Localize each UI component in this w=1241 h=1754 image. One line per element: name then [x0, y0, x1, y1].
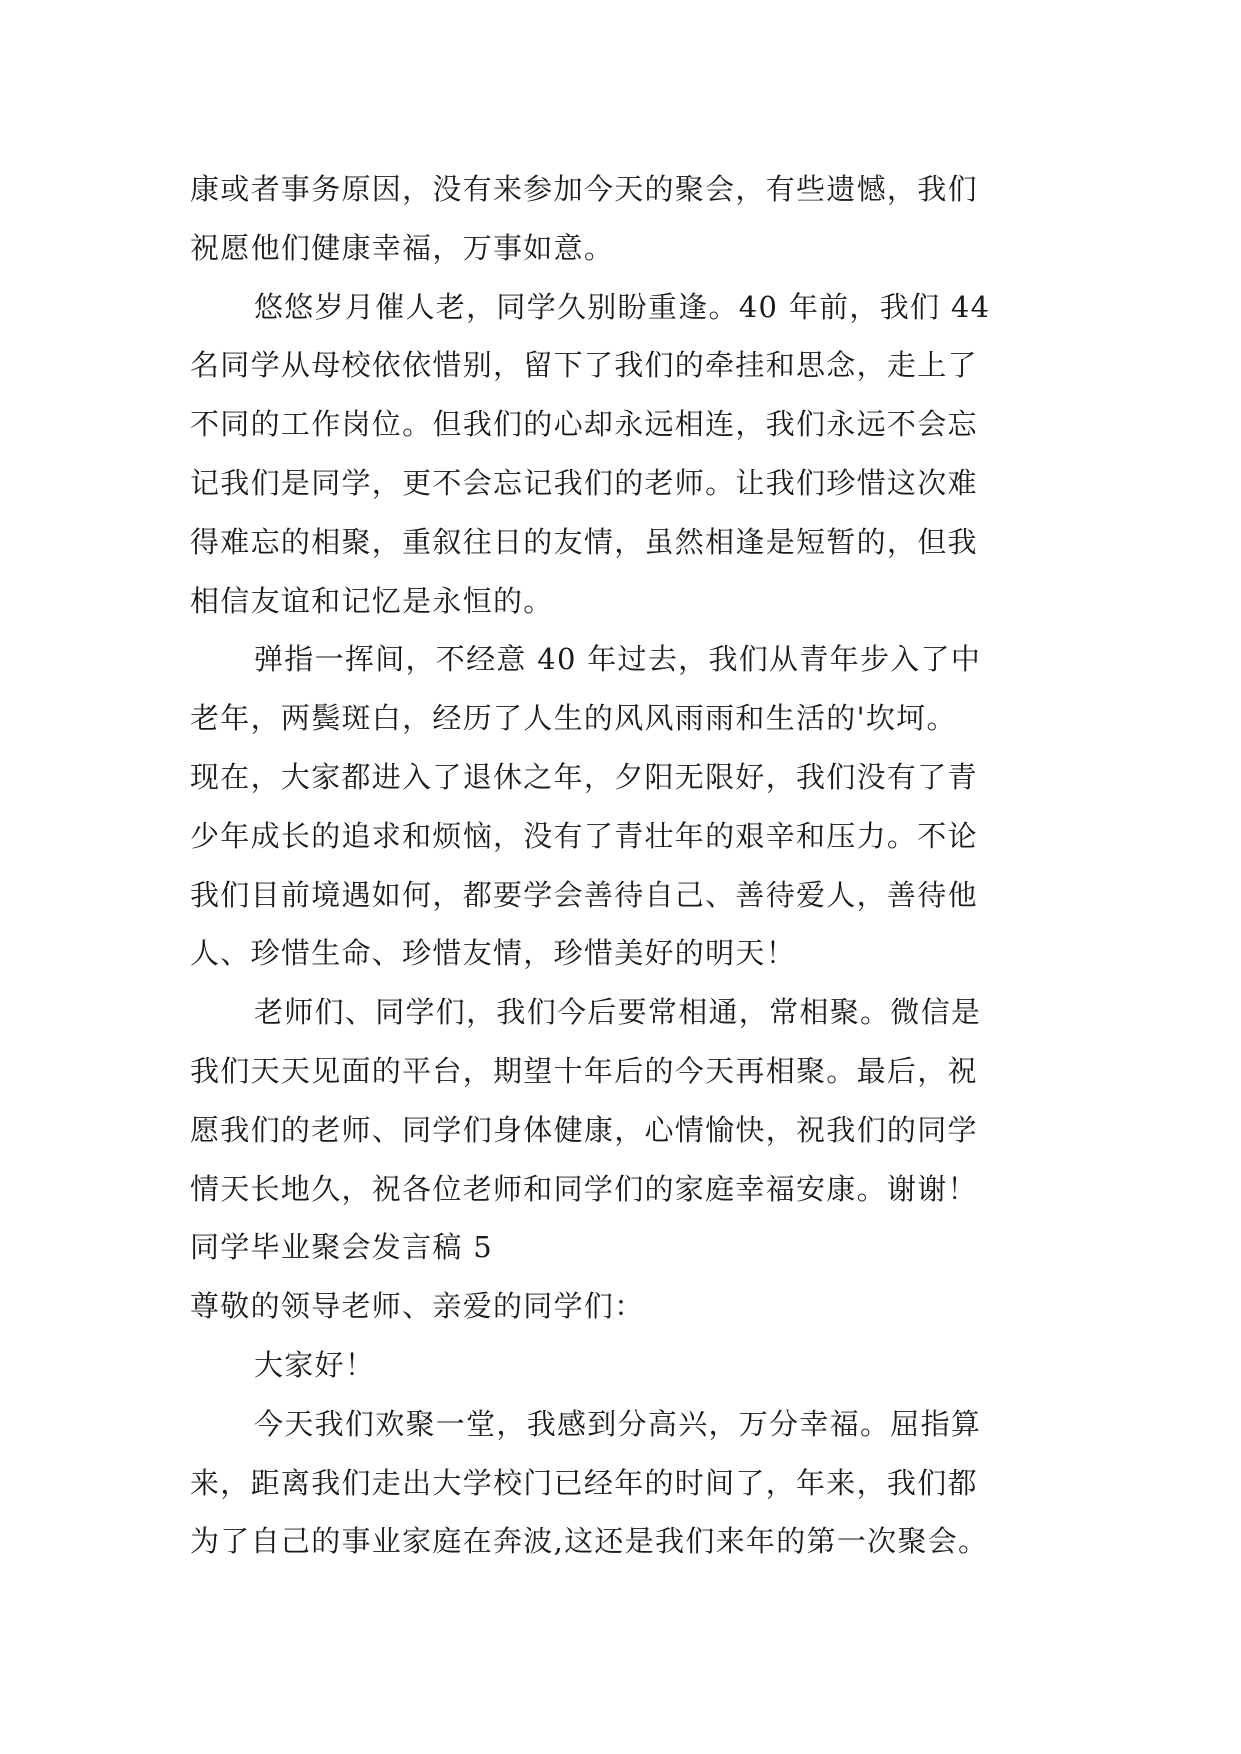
section-heading: 同学毕业聚会发言稿 5 — [190, 1230, 493, 1265]
paragraph-start-line: 悠悠岁月催人老，同学久别盼重逢。40 年前，我们 44 — [254, 289, 991, 324]
text-line: 人、珍惜生命、珍惜友情，珍惜美好的明天！ — [190, 936, 797, 971]
text-line: 祝愿他们健康幸福，万事如意。 — [190, 230, 615, 265]
text-line: 愿我们的老师、同学们身体健康，心情愉快，祝我们的同学 — [190, 1112, 978, 1147]
text-line: 记我们是同学，更不会忘记我们的老师。让我们珍惜这次难 — [190, 465, 978, 500]
text-line: 康或者事务原因，没有来参加今天的聚会，有些遗憾，我们 — [190, 172, 978, 206]
paragraph-start-line: 今天我们欢聚一堂，我感到分高兴，万分幸福。屈指算 — [254, 1406, 982, 1441]
text-line: 不同的工作岗位。但我们的心却永远相连，我们永远不会忘 — [190, 407, 978, 442]
text-line: 我们目前境遇如何，都要学会善待自己、善待爱人，善待他 — [190, 877, 978, 912]
text-line: 情天长地久，祝各位老师和同学们的家庭幸福安康。谢谢！ — [190, 1171, 978, 1206]
text-line: 现在，大家都进入了退休之年，夕阳无限好，我们没有了青 — [190, 759, 978, 794]
text-line: 相信友谊和记忆是永恒的。 — [190, 583, 554, 618]
text-line: 为了自己的事业家庭在奔波,这还是我们来年的第一次聚会。 — [190, 1524, 989, 1559]
text-line: 老年，两鬓斑白，经历了人生的风风雨雨和生活的'坎坷。 — [190, 701, 957, 736]
paragraph-start-line: 老师们、同学们，我们今后要常相通，常相聚。微信是 — [254, 995, 982, 1030]
document-page — [190, 160, 1060, 1571]
text-line: 来，距离我们走出大学校门已经年的时间了，年来，我们都 — [190, 1465, 978, 1500]
greeting-line: 大家好！ — [254, 1347, 376, 1382]
text-line: 得难忘的相聚，重叙往日的友情，虽然相逢是短暂的，但我 — [190, 524, 978, 559]
salutation: 尊敬的领导老师、亲爱的同学们： — [190, 1289, 645, 1324]
text-line: 我们天天见面的平台，期望十年后的今天再相聚。最后，祝 — [190, 1053, 978, 1088]
text-line: 名同学从母校依依惜别，留下了我们的牵挂和思念，走上了 — [190, 348, 978, 383]
paragraph-start-line: 弹指一挥间，不经意 40 年过去，我们从青年步入了中 — [254, 642, 982, 677]
text-line: 少年成长的追求和烦恼，没有了青壮年的艰辛和压力。不论 — [190, 818, 978, 853]
